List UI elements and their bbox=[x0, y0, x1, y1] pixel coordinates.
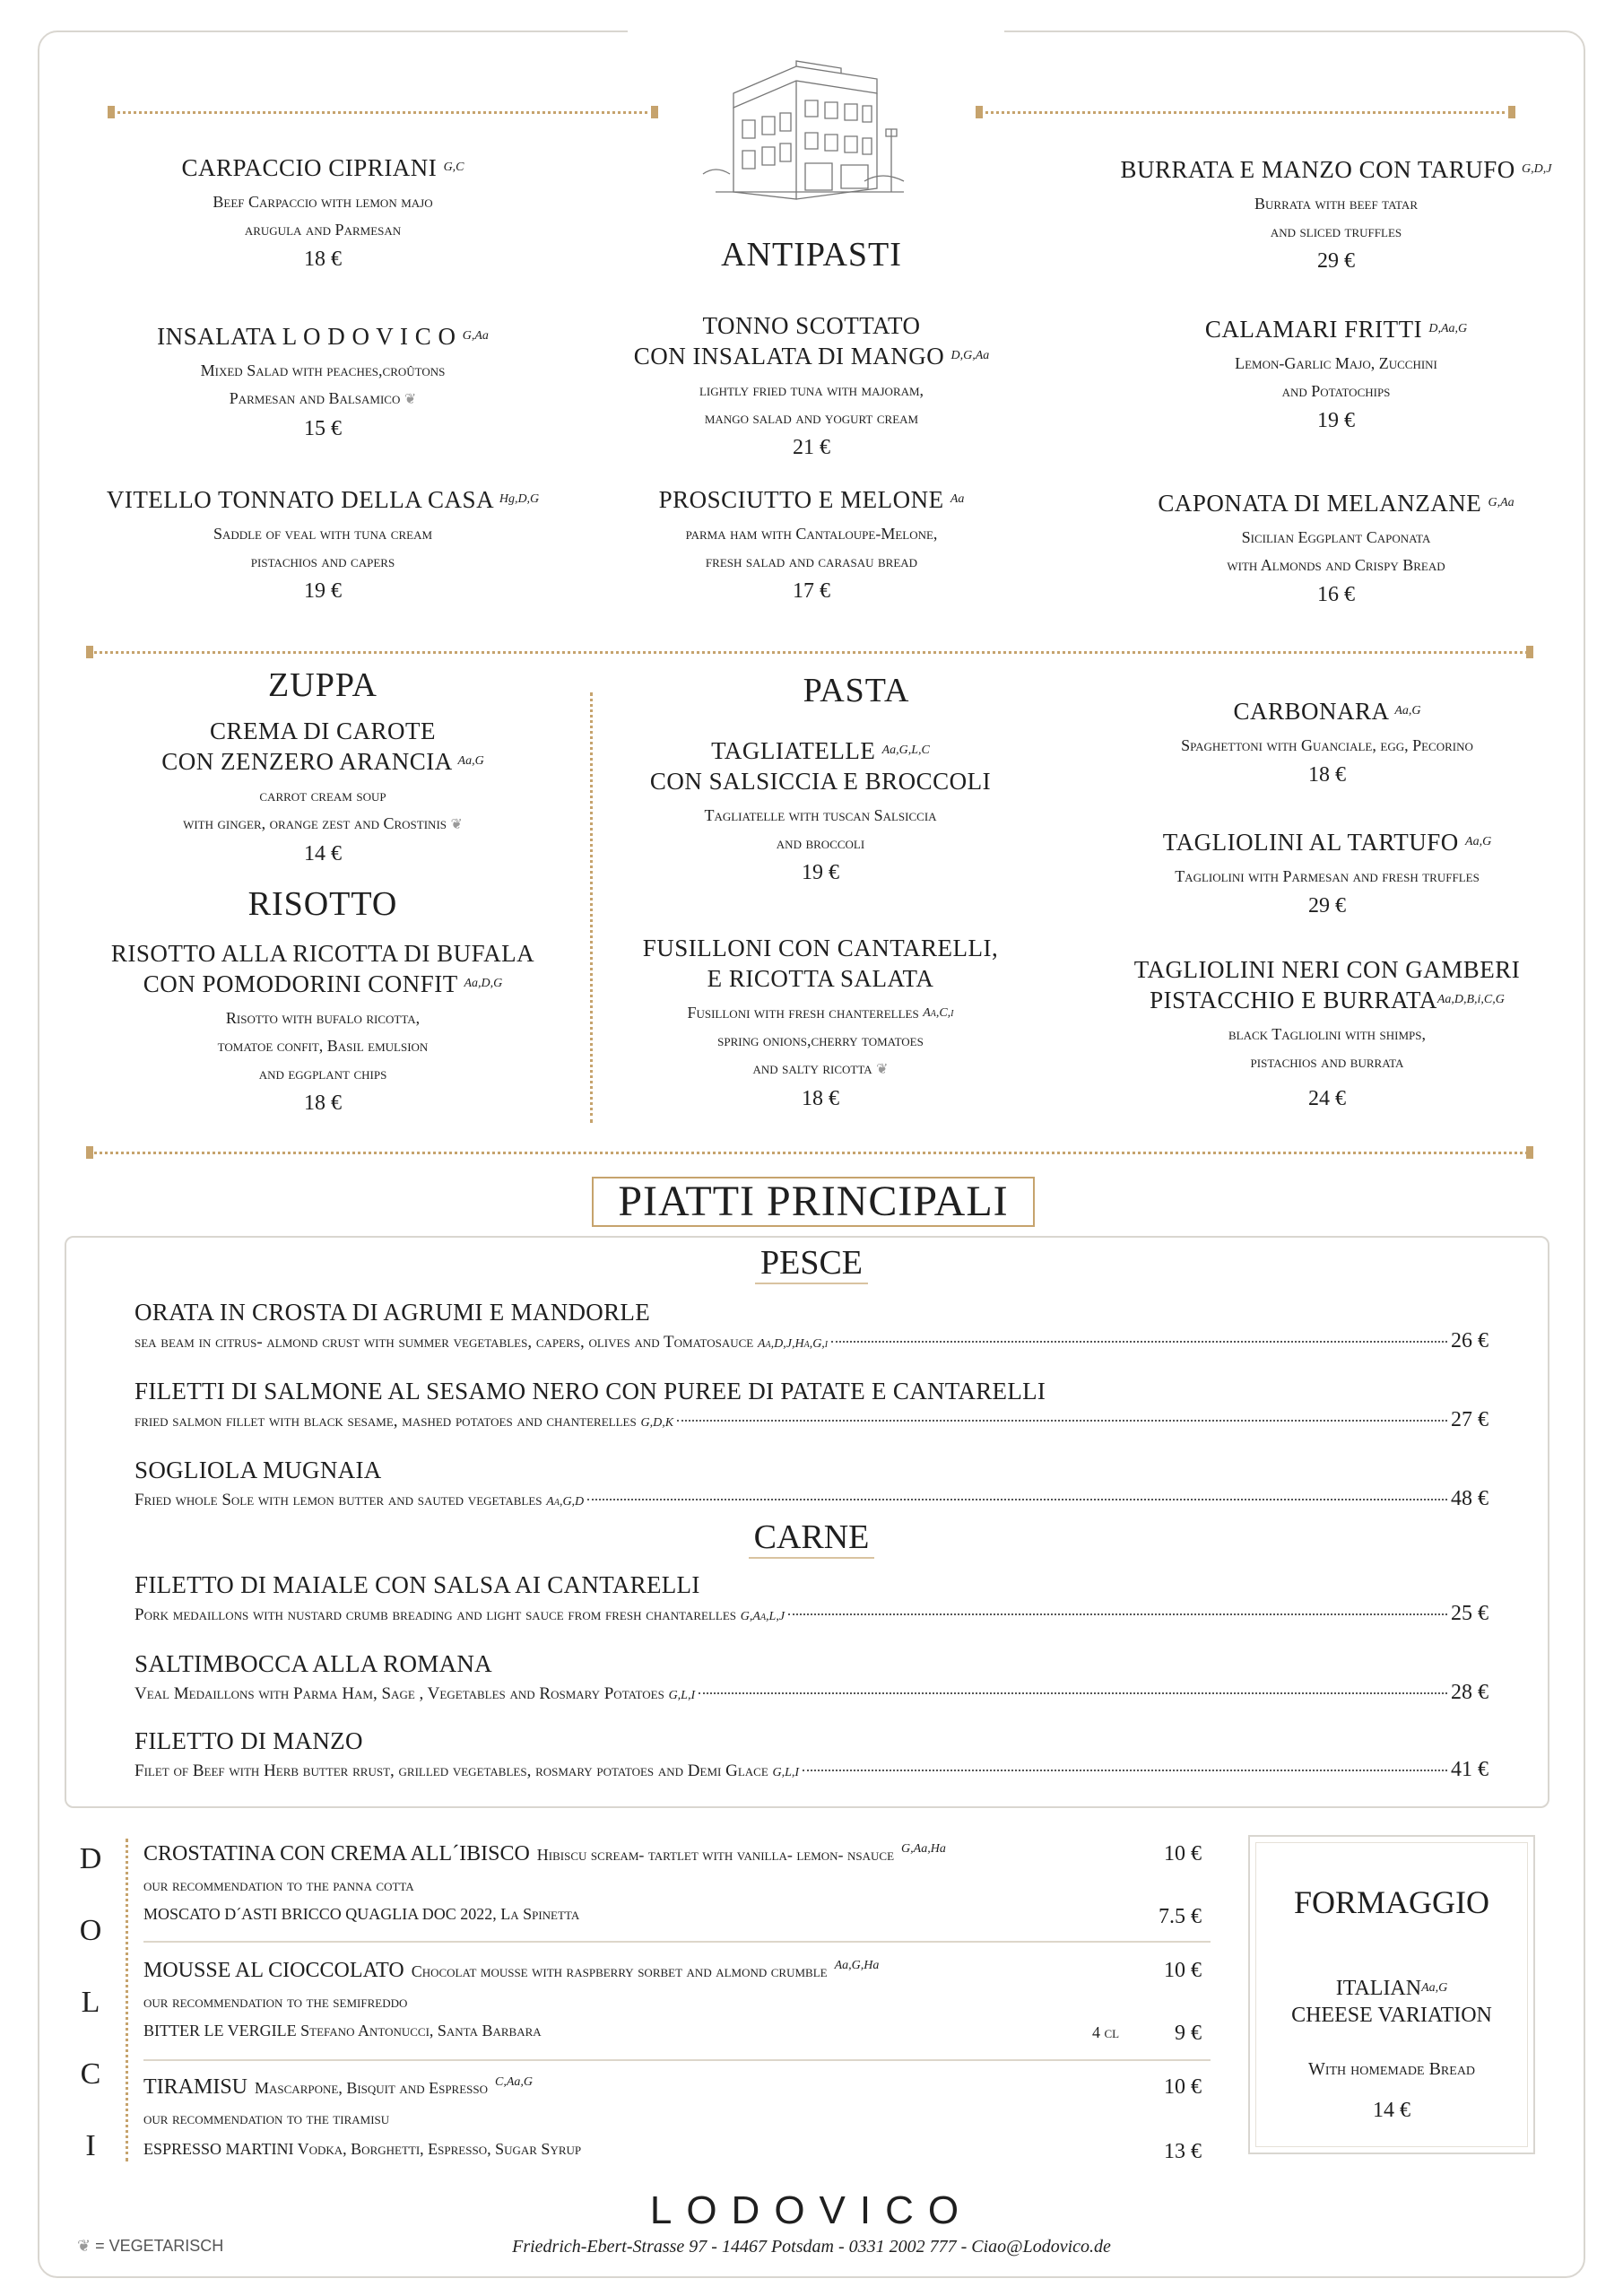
allergens: G,Aa,L,J bbox=[740, 1610, 785, 1623]
divider-vertical bbox=[590, 692, 593, 1123]
dish-desc: pistachios and capers bbox=[250, 552, 395, 570]
allergens: Aa,G,D bbox=[546, 1495, 585, 1509]
dish-desc: Parmesan and Balsamico bbox=[229, 389, 401, 407]
wine-price: 7.5 € bbox=[1159, 1905, 1202, 1928]
dish-name: CREMA DI CAROTE bbox=[209, 718, 437, 744]
allergens: Aa,G bbox=[1465, 835, 1492, 848]
allergens: D,G,Aa bbox=[950, 349, 990, 362]
allergens: G,L,I bbox=[772, 1766, 800, 1779]
dish-name: CROSTATINA CON CREMA ALL´IBISCO bbox=[143, 1842, 530, 1866]
allergens: Aa,G,L,C bbox=[881, 744, 930, 757]
allergens: Aa,D,B,i,C,G bbox=[1436, 993, 1505, 1006]
dish-caponata bbox=[1103, 488, 1569, 607]
dish-tonno bbox=[610, 310, 1013, 460]
risotto-title: RISOTTO bbox=[247, 885, 398, 923]
piatti-title: PIATTI PRINCIPALI bbox=[592, 1177, 1035, 1227]
dish-desc: and eggplant chips bbox=[258, 1065, 387, 1083]
dish-desc: and Potatochips bbox=[1281, 382, 1391, 400]
dish-desc: Saddle of veal with tuna cream bbox=[213, 525, 433, 543]
dish-name: FILETTO DI MAIALE CON SALSA AI CANTARELLI bbox=[135, 1571, 700, 1598]
dish-price: 29 € bbox=[1308, 894, 1346, 918]
antipasti-title: ANTIPASTI bbox=[721, 236, 902, 274]
dish-name: ORATA IN CROSTA DI AGRUMI E MANDORLE bbox=[135, 1299, 651, 1326]
dish-name: CON ZENZERO ARANCIA bbox=[161, 748, 452, 775]
dish-price: 18 € bbox=[304, 1091, 342, 1115]
dish-price: 10 € bbox=[1164, 2075, 1202, 2099]
wine-quantity: 4 cl bbox=[1092, 2023, 1120, 2041]
dish-name: PROSCIUTTO E MELONE bbox=[658, 486, 944, 513]
dish-name: MOUSSE AL CIOCCOLATO bbox=[143, 1959, 404, 1982]
dish-name: TIRAMISU bbox=[143, 2075, 248, 2099]
leader-dots bbox=[699, 1692, 1447, 1694]
dish-desc: Pork medaillons with nustard crumb breading and light sauce from fresh chantarelles bbox=[135, 1605, 737, 1624]
dish-tagliolini-tartufo bbox=[1085, 827, 1569, 918]
dish-price: 16 € bbox=[1317, 583, 1355, 606]
dish-name: CHEESE VARIATION bbox=[1291, 2004, 1492, 2027]
main-dish-manzo bbox=[135, 1726, 1488, 1787]
dolci-tiramisu bbox=[143, 2075, 533, 2100]
footer-logo: LODOVICO bbox=[649, 2188, 974, 2232]
main-dish-salmone bbox=[135, 1376, 1488, 1437]
dish-name: FILETTI DI SALMONE AL SESAMO NERO CON PUREE DI PATATE E CANTARELLI bbox=[135, 1378, 1046, 1405]
dish-desc: Filet of Beef with Herb butter rrust, grilled vegetables, rosmary potatoes and Demi Glace bbox=[135, 1761, 768, 1780]
dolci-letter: D bbox=[79, 1842, 102, 1875]
wine-name: MOSCATO D´ASTI BRICCO QUAGLIA DOC 2022 bbox=[143, 1905, 493, 1923]
dolci-letter: I bbox=[85, 2129, 96, 2162]
wine-desc: , La Spinetta bbox=[492, 1905, 580, 1923]
dish-desc: Lemon-Garlic Majo, Zucchini bbox=[1235, 354, 1437, 372]
dish-desc: and salty ricotta bbox=[752, 1059, 872, 1077]
dish-desc: Tagliatelle with tuscan Salsiccia bbox=[704, 806, 937, 824]
dish-desc: spring onions,cherry tomatoes bbox=[717, 1031, 924, 1049]
dish-name: VITELLO TONNATO DELLA CASA bbox=[106, 486, 493, 513]
dish-risotto bbox=[90, 938, 556, 1116]
wine-name: ESPRESSO MARTINI bbox=[143, 2140, 294, 2158]
dish-desc: lightly fried tuna with majoram, bbox=[699, 381, 924, 399]
dish-price: 10 € bbox=[1164, 1842, 1202, 1866]
dish-price: 15 € bbox=[304, 417, 342, 440]
dish-desc: Sicilian Eggplant Caponata bbox=[1241, 528, 1431, 546]
dish-desc: and sliced truffles bbox=[1270, 222, 1402, 240]
divider-cap bbox=[86, 646, 93, 658]
pesce-title-text: PESCE bbox=[755, 1243, 868, 1284]
leaf-icon: ❦ bbox=[876, 1062, 889, 1077]
dish-desc: Tagliolini with Parmesan and fresh truffles bbox=[1175, 867, 1480, 885]
dish-desc: and broccoli bbox=[776, 834, 865, 852]
wine-desc: Stefano Antonucci, Santa Barbara bbox=[296, 2022, 542, 2039]
dish-price: 19 € bbox=[802, 861, 839, 884]
dish-name: INSALATA L O D O V I C O bbox=[157, 323, 456, 350]
vegetarian-label: = VEGETARISCH bbox=[95, 2237, 224, 2255]
dish-burrata bbox=[1103, 154, 1569, 274]
divider-cap bbox=[651, 106, 658, 118]
formaggio-title: FORMAGGIO bbox=[1293, 1884, 1490, 1920]
recommendation: our recommendation to the tiramisu bbox=[143, 2109, 390, 2127]
dish-price: 41 € bbox=[1451, 1758, 1488, 1781]
dish-price: 19 € bbox=[304, 579, 342, 603]
main-dish-saltimbocca bbox=[135, 1648, 1488, 1709]
allergens: Hg,D,G bbox=[499, 492, 540, 506]
dolci-letter: C bbox=[80, 2057, 101, 2091]
dish-desc: pistachios and burrata bbox=[1250, 1053, 1404, 1071]
formaggio-box bbox=[1248, 1835, 1535, 2154]
pasta-title: PASTA bbox=[803, 672, 910, 709]
zuppa-title: ZUPPA bbox=[268, 666, 378, 704]
allergens: Aa,D,J,Ha,G,i bbox=[757, 1337, 829, 1351]
dish-name: FUSILLONI CON CANTARELLI, bbox=[642, 935, 999, 961]
dish-name: CON SALSICCIA E BROCCOLI bbox=[649, 768, 992, 795]
dolci-letter: O bbox=[79, 1914, 102, 1947]
dish-name: ITALIAN bbox=[1335, 1977, 1422, 2000]
allergens: Aa,G,Ha bbox=[834, 1959, 880, 1972]
allergens: G,Aa bbox=[1488, 496, 1515, 509]
dish-desc: Fried whole Sole with lemon butter and sauted vegetables bbox=[135, 1491, 542, 1509]
dish-desc: Beef Carpaccio with lemon majo bbox=[213, 193, 433, 211]
dish-price: 48 € bbox=[1451, 1487, 1488, 1510]
allergens: C,Aa,G bbox=[495, 2075, 534, 2089]
dish-name: CARBONARA bbox=[1233, 698, 1389, 725]
dolci-separator bbox=[143, 1941, 1211, 1943]
dish-calamari bbox=[1103, 314, 1569, 433]
dish-desc: Mascarpone, Bisquit and Espresso bbox=[255, 2079, 489, 2097]
leaf-icon: ❦ bbox=[450, 817, 463, 832]
leader-dots bbox=[831, 1341, 1447, 1343]
dish-name: CON POMODORINI CONFIT bbox=[143, 970, 458, 997]
dish-price: 25 € bbox=[1451, 1602, 1488, 1625]
wine-price: 9 € bbox=[1175, 2022, 1202, 2045]
dish-fusilloni bbox=[619, 933, 1022, 1111]
dish-desc: with ginger, orange zest and Crostinis bbox=[183, 814, 447, 832]
dish-name: PISTACCHIO E BURRATA bbox=[1150, 987, 1437, 1013]
formaggio-name bbox=[1250, 1975, 1533, 2029]
allergens: G,Aa,Ha bbox=[901, 1842, 946, 1856]
divider-cap bbox=[1508, 106, 1515, 118]
dish-name: FILETTO DI MANZO bbox=[135, 1727, 363, 1754]
main-dish-sogliola bbox=[135, 1455, 1488, 1516]
dish-tagliolini-neri bbox=[1085, 954, 1569, 1111]
dish-desc: arugula and Parmesan bbox=[244, 221, 402, 239]
leader-dots bbox=[677, 1420, 1447, 1422]
main-dish-maiale bbox=[135, 1570, 1488, 1631]
footer-contact: Friedrich-Ebert-Strasse 97 - 14467 Potsdam - 0331 2002 777 - Ciao@Lodovico.de bbox=[512, 2237, 1111, 2257]
dish-crema-carote bbox=[90, 716, 556, 866]
leaf-icon: ❦ bbox=[77, 2237, 91, 2255]
dish-name: CAPONATA DI MELANZANE bbox=[1158, 490, 1482, 517]
dolci-separator bbox=[143, 2059, 1211, 2061]
dish-name: SOGLIOLA MUGNAIA bbox=[135, 1457, 382, 1483]
dish-tagliatelle bbox=[619, 735, 1022, 885]
allergens: Aa bbox=[950, 492, 965, 506]
dish-price: 26 € bbox=[1451, 1329, 1488, 1352]
dish-desc: Veal Medaillons with Parma Ham, Sage , Vegetables and Rosmary Potatoes bbox=[135, 1684, 664, 1703]
pesce-title bbox=[0, 1243, 1623, 1284]
dish-price: 21 € bbox=[793, 436, 830, 459]
dish-name: TAGLIOLINI NERI CON GAMBERI bbox=[1133, 956, 1521, 983]
dolci-crostatina bbox=[143, 1842, 946, 1866]
wine-recommendation bbox=[143, 2140, 581, 2159]
dish-insalata bbox=[90, 321, 556, 441]
dolci-divider bbox=[126, 1839, 128, 2161]
vegetarian-legend bbox=[77, 2237, 223, 2256]
wine-recommendation bbox=[143, 1905, 579, 1924]
dish-name: SALTIMBOCCA ALLA ROMANA bbox=[135, 1650, 492, 1677]
dish-carpaccio bbox=[90, 152, 556, 272]
dish-price: 19 € bbox=[1317, 409, 1355, 432]
dish-name: CALAMARI FRITTI bbox=[1204, 316, 1423, 343]
frame-gap bbox=[628, 23, 1004, 41]
dish-price: 18 € bbox=[1308, 763, 1346, 787]
divider-pasta bbox=[90, 1152, 1528, 1154]
dish-name: TAGLIOLINI AL TARTUFO bbox=[1162, 829, 1459, 856]
dish-desc: Burrata with beef tatar bbox=[1254, 195, 1418, 213]
dish-price: 17 € bbox=[793, 579, 830, 603]
dish-desc: Hibiscu scream- tartlet with vanilla- lemon- nsauce bbox=[536, 1846, 895, 1864]
allergens: Aa,C,i bbox=[923, 1006, 954, 1020]
divider-antipasti bbox=[90, 651, 1528, 654]
allergens: Aa,G bbox=[1421, 1981, 1448, 1995]
dish-price: 24 € bbox=[1308, 1087, 1346, 1110]
carne-title-text: CARNE bbox=[749, 1518, 875, 1559]
wine-recommendation bbox=[143, 2022, 542, 2040]
allergens: G,C bbox=[443, 161, 464, 174]
dish-desc: black Tagliolini with shimps, bbox=[1228, 1025, 1427, 1043]
dish-desc: With homemade Bread bbox=[1307, 2059, 1476, 2079]
dish-name: BURRATA E MANZO CON TARUFO bbox=[1120, 156, 1515, 183]
dish-price: 14 € bbox=[304, 842, 342, 865]
dish-desc: carrot cream soup bbox=[259, 787, 386, 804]
dish-desc: Spaghettoni with Guanciale, egg, Pecorino bbox=[1181, 736, 1473, 754]
dish-desc: tomatoe confit, Basil emulsion bbox=[217, 1037, 429, 1055]
dish-name: E RICOTTA SALATA bbox=[707, 965, 934, 992]
dish-desc: fresh salad and carasau bread bbox=[705, 552, 918, 570]
allergens: G,D,K bbox=[640, 1416, 674, 1430]
carne-title bbox=[0, 1518, 1623, 1559]
divider-top-left bbox=[111, 111, 655, 114]
dish-price: 18 € bbox=[802, 1087, 839, 1110]
main-dish-orata bbox=[135, 1297, 1488, 1358]
allergens: Aa,G bbox=[457, 754, 484, 768]
dolci-letter: L bbox=[81, 1986, 100, 2019]
recommendation: our recommendation to the panna cotta bbox=[143, 1876, 414, 1894]
recommendation: our recommendation to the semifreddo bbox=[143, 1993, 408, 2011]
divider-cap bbox=[86, 1146, 93, 1159]
dish-price: 18 € bbox=[304, 248, 342, 271]
dish-price: 27 € bbox=[1451, 1408, 1488, 1431]
leader-dots bbox=[803, 1770, 1447, 1771]
dish-desc: sea beam in citrus- almond crust with summer vegetables, capers, olives and Tomatosauce bbox=[135, 1333, 754, 1352]
wine-price: 13 € bbox=[1164, 2140, 1202, 2163]
dish-desc: fried salmon fillet with black sesame, mashed potatoes and chanterelles bbox=[135, 1412, 637, 1431]
dish-name: CARPACCIO CIPRIANI bbox=[181, 154, 438, 181]
allergens: Aa,D,G bbox=[464, 977, 503, 990]
divider-cap bbox=[1526, 646, 1533, 658]
dish-price: 28 € bbox=[1451, 1681, 1488, 1704]
dish-vitello bbox=[90, 484, 556, 604]
dolci-mousse bbox=[143, 1959, 879, 1983]
dish-name: TAGLIATELLE bbox=[711, 737, 876, 764]
dish-price: 29 € bbox=[1317, 249, 1355, 273]
allergens: G,Aa bbox=[462, 329, 489, 343]
dish-desc: Mixed Salad with peaches,croûtons bbox=[200, 361, 446, 379]
leaf-icon: ❦ bbox=[404, 392, 417, 407]
divider-cap bbox=[976, 106, 983, 118]
divider-cap bbox=[108, 106, 115, 118]
allergens: G,L,I bbox=[668, 1689, 696, 1702]
divider-cap bbox=[1526, 1146, 1533, 1159]
dish-desc: mango salad and yogurt cream bbox=[704, 409, 919, 427]
allergens: G,D,J bbox=[1522, 162, 1552, 176]
dish-name: TONNO SCOTTATO bbox=[702, 312, 921, 339]
dish-name: RISOTTO ALLA RICOTTA DI BUFALA bbox=[110, 940, 535, 967]
divider-top-right bbox=[979, 111, 1512, 114]
wine-name: BITTER LE VERGILE bbox=[143, 2022, 297, 2039]
dish-prosciutto bbox=[610, 484, 1013, 604]
dish-price: 10 € bbox=[1164, 1959, 1202, 1982]
dish-desc: Chocolat mousse with raspberry sorbet and almond crumble bbox=[411, 1962, 828, 1980]
building-illustration bbox=[698, 57, 913, 201]
dish-carbonara bbox=[1085, 696, 1569, 787]
leader-dots bbox=[587, 1499, 1447, 1500]
dish-desc: with Almonds and Crispy Bread bbox=[1227, 556, 1445, 574]
dish-name: CON INSALATA DI MANGO bbox=[633, 343, 945, 370]
allergens: Aa,G bbox=[1394, 704, 1421, 718]
allergens: D,Aa,G bbox=[1428, 322, 1468, 335]
dish-price: 14 € bbox=[1373, 2099, 1410, 2122]
dish-desc: parma ham with Cantaloupe-Melone, bbox=[685, 525, 938, 543]
leader-dots bbox=[788, 1613, 1447, 1615]
dish-desc: Risotto with bufalo ricotta, bbox=[225, 1009, 421, 1027]
wine-desc: Vodka, Borghetti, Espresso, Sugar Syrup bbox=[293, 2140, 582, 2158]
dish-desc: Fusilloni with fresh chanterelles bbox=[687, 1004, 919, 1022]
